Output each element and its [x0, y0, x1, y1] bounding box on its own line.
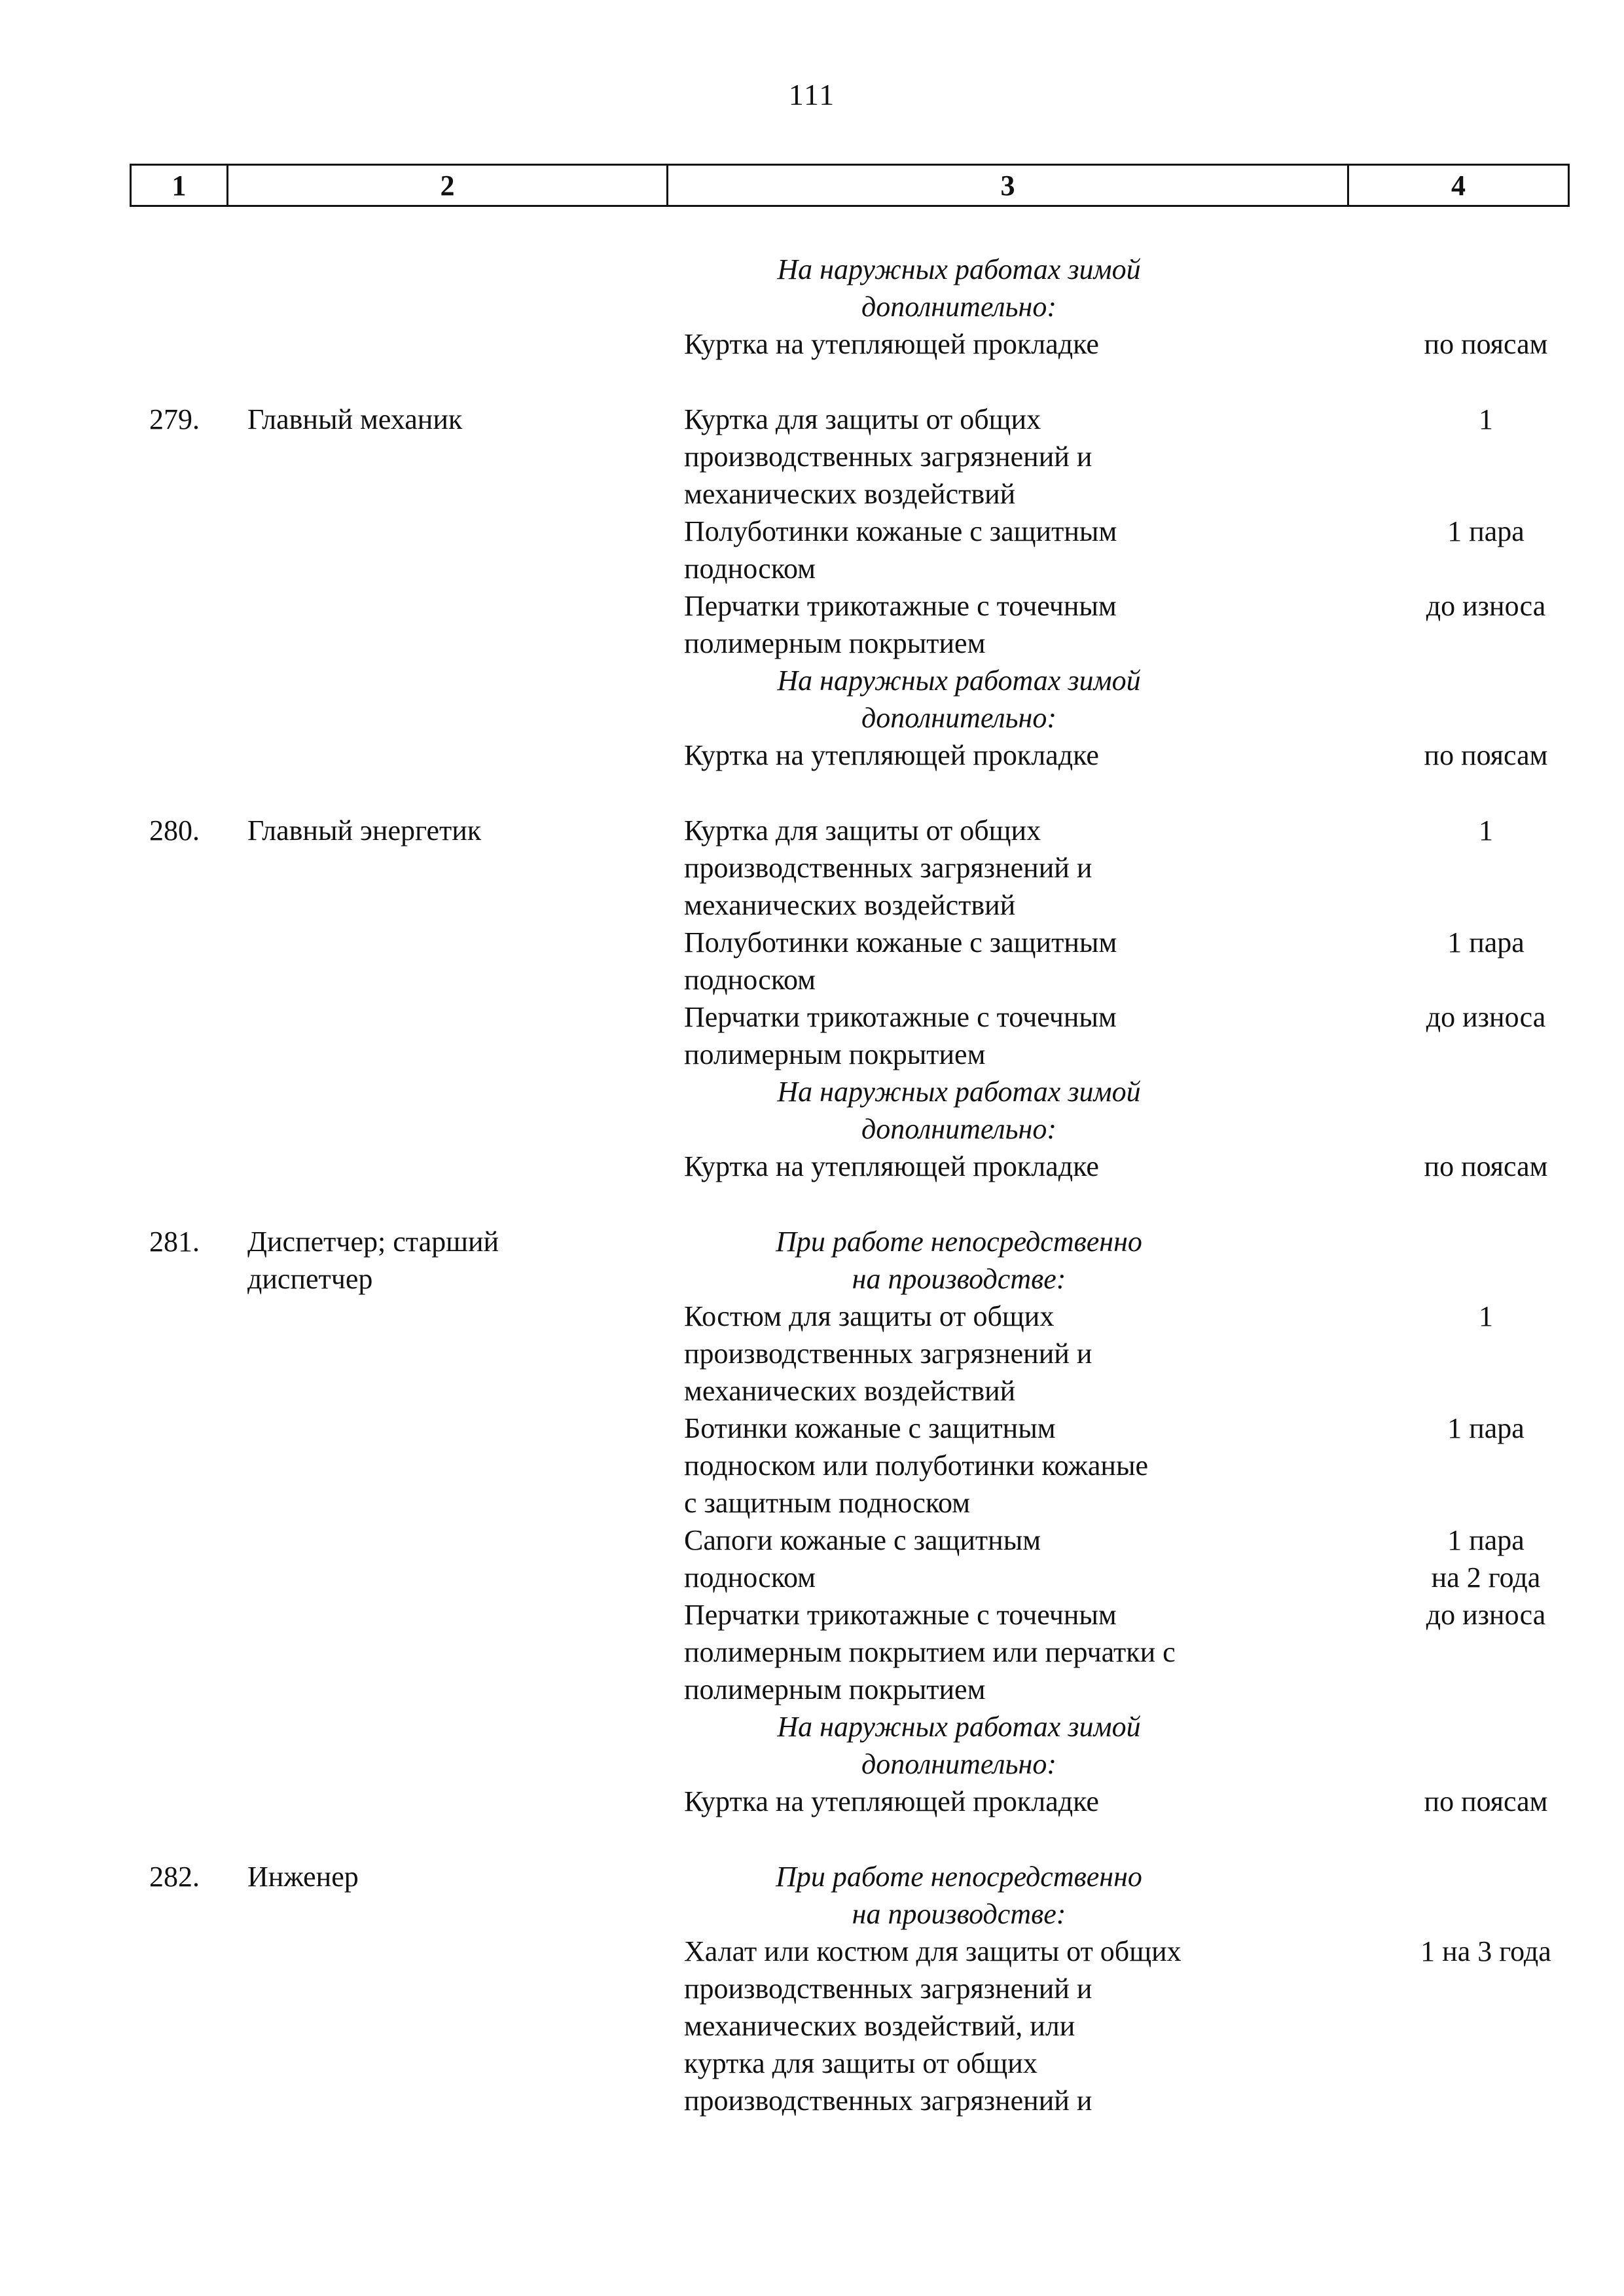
item-text: производственных загрязнений и [684, 441, 1092, 473]
item-text: механических воздействий, или [684, 2010, 1075, 2042]
item-text: подноском [684, 1561, 816, 1594]
condition-heading: дополнительно: [861, 291, 1057, 323]
condition-heading: дополнительно: [861, 1748, 1057, 1780]
page-number: 111 [788, 78, 836, 111]
row-number: 279. [149, 403, 200, 435]
row-number: 281. [149, 1226, 200, 1258]
condition-heading: дополнительно: [861, 1113, 1057, 1145]
item-quantity: по поясам [1424, 739, 1548, 771]
item-quantity: по поясам [1424, 1785, 1548, 1817]
item-text: с защитным подноском [684, 1487, 971, 1519]
condition-heading: На наружных работах зимой [777, 1076, 1141, 1108]
item-text: Куртка на утепляющей прокладке [684, 1150, 1099, 1182]
condition-heading: На наружных работах зимой [777, 253, 1141, 285]
item-text: полимерным покрытием [684, 1038, 986, 1070]
item-text: производственных загрязнений и [684, 852, 1092, 884]
item-text: Куртка для защиты от общих [684, 814, 1041, 847]
item-text: подноском или полуботинки кожаные [684, 1449, 1149, 1482]
condition-heading: На наружных работах зимой [777, 1711, 1141, 1743]
item-text: Куртка на утепляющей прокладке [684, 328, 1099, 360]
item-text: Перчатки трикотажные с точечным [684, 1599, 1117, 1631]
item-text: механических воздействий [684, 478, 1016, 510]
item-quantity: по поясам [1424, 328, 1548, 360]
item-quantity: 1 [1479, 814, 1493, 847]
condition-heading: на производстве: [852, 1898, 1066, 1930]
condition-heading: При работе непосредственно [776, 1861, 1142, 1893]
item-quantity: 1 [1479, 1300, 1493, 1332]
item-quantity: по поясам [1424, 1150, 1548, 1182]
position-title: Главный механик [247, 403, 463, 435]
condition-heading: на производстве: [852, 1263, 1066, 1295]
item-text: Сапоги кожаные с защитным [684, 1524, 1041, 1556]
position-title: диспетчер [247, 1263, 373, 1295]
item-quantity: 1 пара [1447, 515, 1525, 547]
item-text: полимерным покрытием или перчатки с [684, 1636, 1176, 1668]
item-text: Куртка на утепляющей прокладке [684, 739, 1099, 771]
condition-heading: дополнительно: [861, 702, 1057, 734]
header-col-1: 1 [132, 166, 228, 205]
item-text: Полуботинки кожаные с защитным [684, 515, 1117, 547]
position-title: Главный энергетик [247, 814, 482, 847]
item-text: производственных загрязнений и [684, 2085, 1092, 2117]
item-text: Перчатки трикотажные с точечным [684, 590, 1117, 622]
item-text: подноском [684, 964, 816, 996]
header-col-2: 2 [228, 166, 668, 205]
row-number: 282. [149, 1861, 200, 1893]
table-header [130, 164, 1570, 207]
item-text: Ботинки кожаные с защитным [684, 1412, 1056, 1444]
item-text: производственных загрязнений и [684, 1338, 1092, 1370]
item-quantity: до износа [1426, 1599, 1546, 1631]
item-quantity: 1 [1479, 403, 1493, 435]
item-quantity: 1 пара [1447, 1524, 1525, 1556]
item-text: Куртка для защиты от общих [684, 403, 1041, 435]
item-text: Халат или костюм для защиты от общих [684, 1935, 1182, 1967]
item-text: производственных загрязнений и [684, 1973, 1092, 2005]
item-text: куртка для защиты от общих [684, 2047, 1038, 2079]
item-text: Костюм для защиты от общих [684, 1300, 1055, 1332]
condition-heading: На наружных работах зимой [777, 665, 1141, 697]
position-title: Диспетчер; старший [247, 1226, 499, 1258]
item-text: механических воздействий [684, 1375, 1016, 1407]
item-text: механических воздействий [684, 889, 1016, 921]
row-number: 280. [149, 814, 200, 847]
item-quantity: до износа [1426, 1001, 1546, 1033]
item-quantity: до износа [1426, 590, 1546, 622]
item-text: Перчатки трикотажные с точечным [684, 1001, 1117, 1033]
item-text: Полуботинки кожаные с защитным [684, 926, 1117, 958]
header-col-3: 3 [668, 166, 1349, 205]
position-title: Инженер [247, 1861, 359, 1893]
condition-heading: При работе непосредственно [776, 1226, 1142, 1258]
item-quantity: на 2 года [1431, 1561, 1541, 1594]
item-quantity: 1 на 3 года [1420, 1935, 1551, 1967]
item-text: Куртка на утепляющей прокладке [684, 1785, 1099, 1817]
item-quantity: 1 пара [1447, 926, 1525, 958]
header-col-4: 4 [1451, 169, 1466, 202]
item-quantity: 1 пара [1447, 1412, 1525, 1444]
item-text: полимерным покрытием [684, 627, 986, 659]
item-text: подноском [684, 553, 816, 585]
item-text: полимерным покрытием [684, 1673, 986, 1705]
